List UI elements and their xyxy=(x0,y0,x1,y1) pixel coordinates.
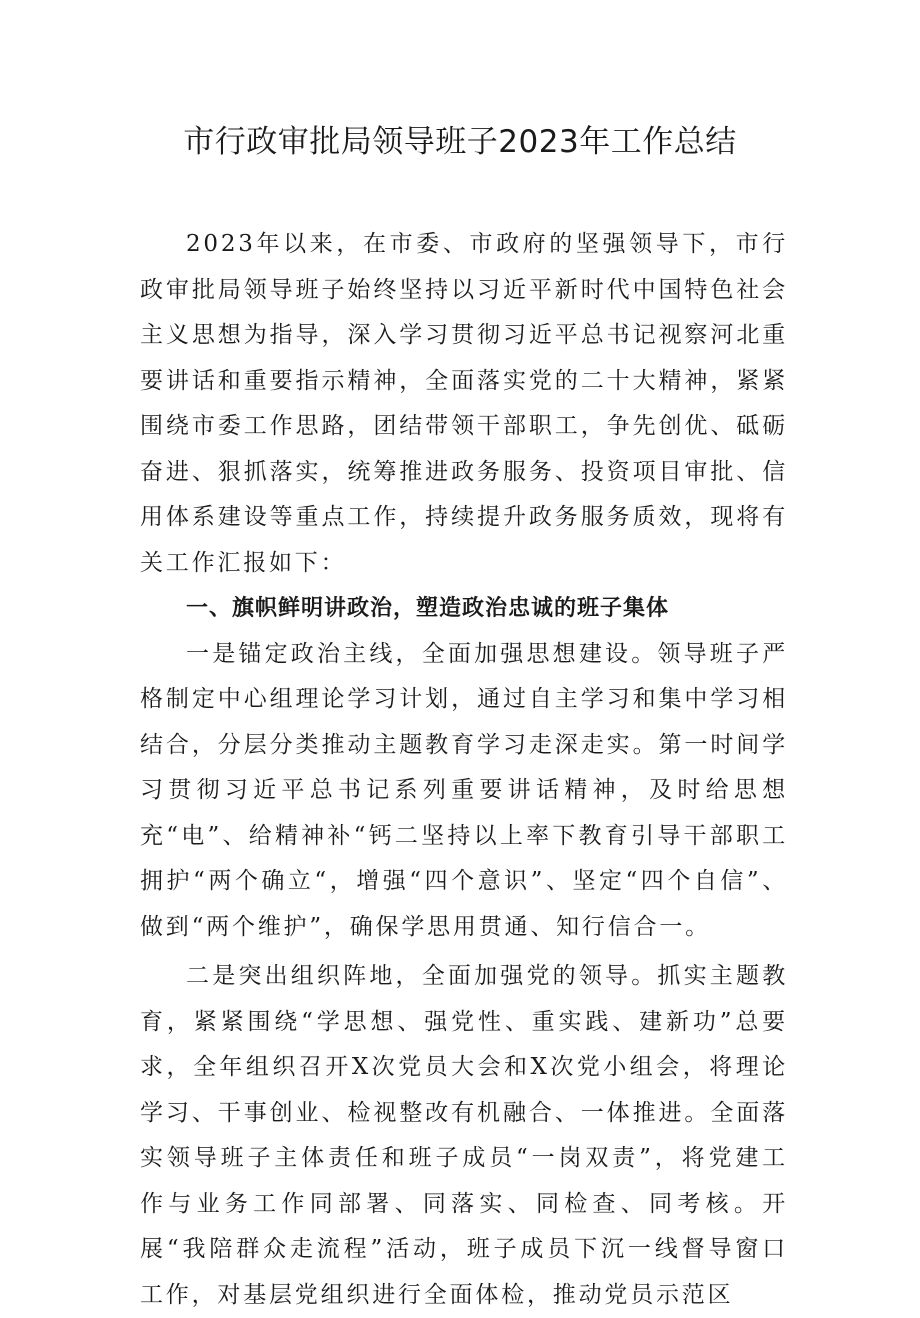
intro-paragraph: 2023年以来，在市委、市政府的坚强领导下，市行政审批局领导班子始终坚持以习近平新时代中国特色社会主义思想为指导，深入学习贯彻习近平总书记视察河北重要讲话和重要指示精神，全面落实党的二十大精神，紧紧围绕市委工作思路，团结带领干部职工，争先创优、砥砺奋进、狠抓落实，统筹推进政务服务、投资项目审批、信用体系建设等重点工作，持续提升政务服务质效，现将有关工作汇报如下： xyxy=(140,231,788,576)
section-1-point-2: 二是突出组织阵地，全面加强党的领导。抓实主题教育，紧紧围绕“学思想、强党性、重实践、建新功”总要求，全年组织召开X次党员大会和X次党小组会，将理论学习、干事创业、检视整改有机融合、一体推进。全面落实领导班子主体责任和班子成员“一岗双责”，将党建工作与业务工作同部署、同落实、同检查、同考核。开展“我陪群众走流程”活动，班子成员下沉一线督导窗口工作，对基层党组织进行全面体检，推动党员示范区 xyxy=(140,963,788,1308)
document-title: 市行政审批局领导班子2023年工作总结 xyxy=(183,124,737,160)
section-1-point-1: 一是锚定政治主线，全面加强思想建设。领导班子严格制定中心组理论学习计划，通过自主学习和集中学习相结合，分层分类推动主题教育学习走深走实。第一时间学习贯彻习近平总书记系列重要讲话精神，及时给思想充“电”、给精神补“钙二坚持以上率下教育引导干部职工拥护“两个确立“，增强“四个意识”、坚定“四个自信”、做到“两个维护”，确保学思用贯通、知行信合一。 xyxy=(140,640,788,940)
section-1-heading: 一、旗帜鲜明讲政治，塑造政治忠诚的班子集体 xyxy=(186,596,670,621)
document-body xyxy=(140,222,788,1318)
